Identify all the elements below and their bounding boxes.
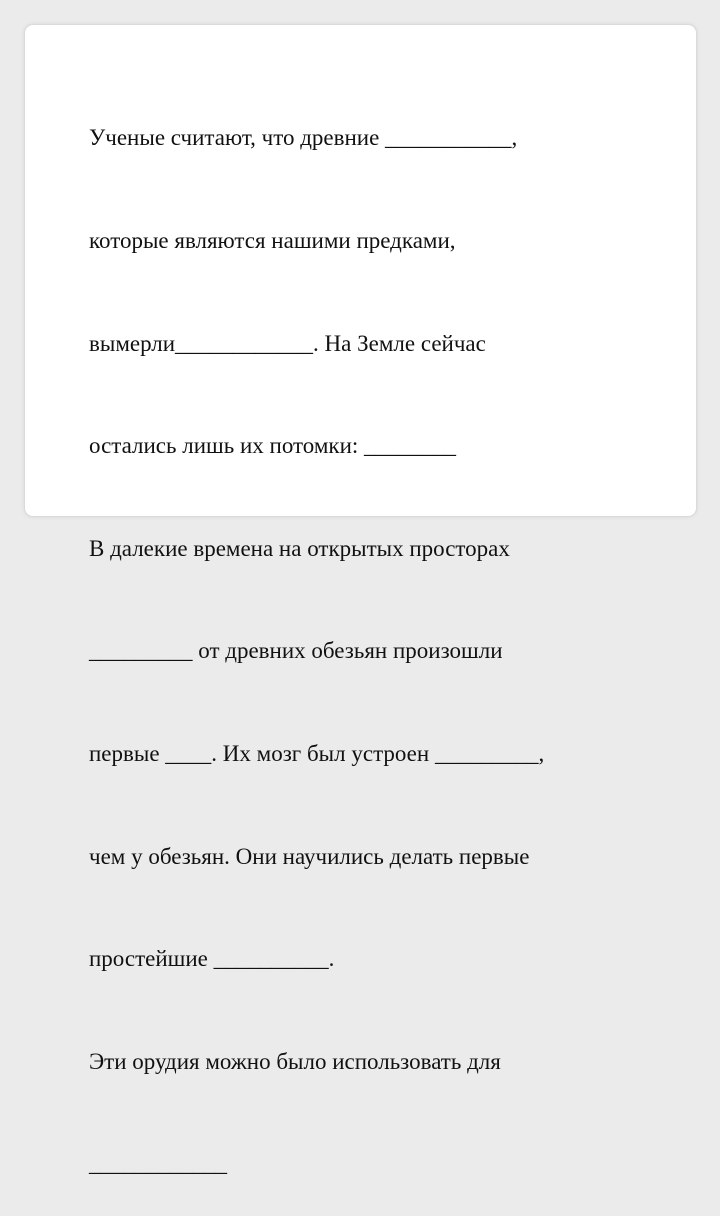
text-line: простейшие __________. <box>89 946 335 972</box>
text-line: Ученые считают, что древние ___________, <box>89 125 518 151</box>
text-line: чем у обезьян. Они научились делать первые <box>89 843 530 869</box>
text-line: которые являются нашими предками, <box>89 228 456 253</box>
text-line: _________ от древних обезьян произошли <box>89 638 503 664</box>
text-line: В далекие времена на открытых просторах <box>89 535 510 561</box>
text-line: первые ____. Их мозг был устроен _________, <box>89 740 545 766</box>
worksheet-text <box>89 53 689 1216</box>
text-line: остались лишь их потомки: ________ <box>89 433 457 459</box>
text-line: ____________ <box>89 1151 227 1177</box>
text-line: Эти орудия можно было использовать для <box>89 1048 501 1074</box>
text-line: вымерли____________. На Земле сейчас <box>89 330 486 356</box>
